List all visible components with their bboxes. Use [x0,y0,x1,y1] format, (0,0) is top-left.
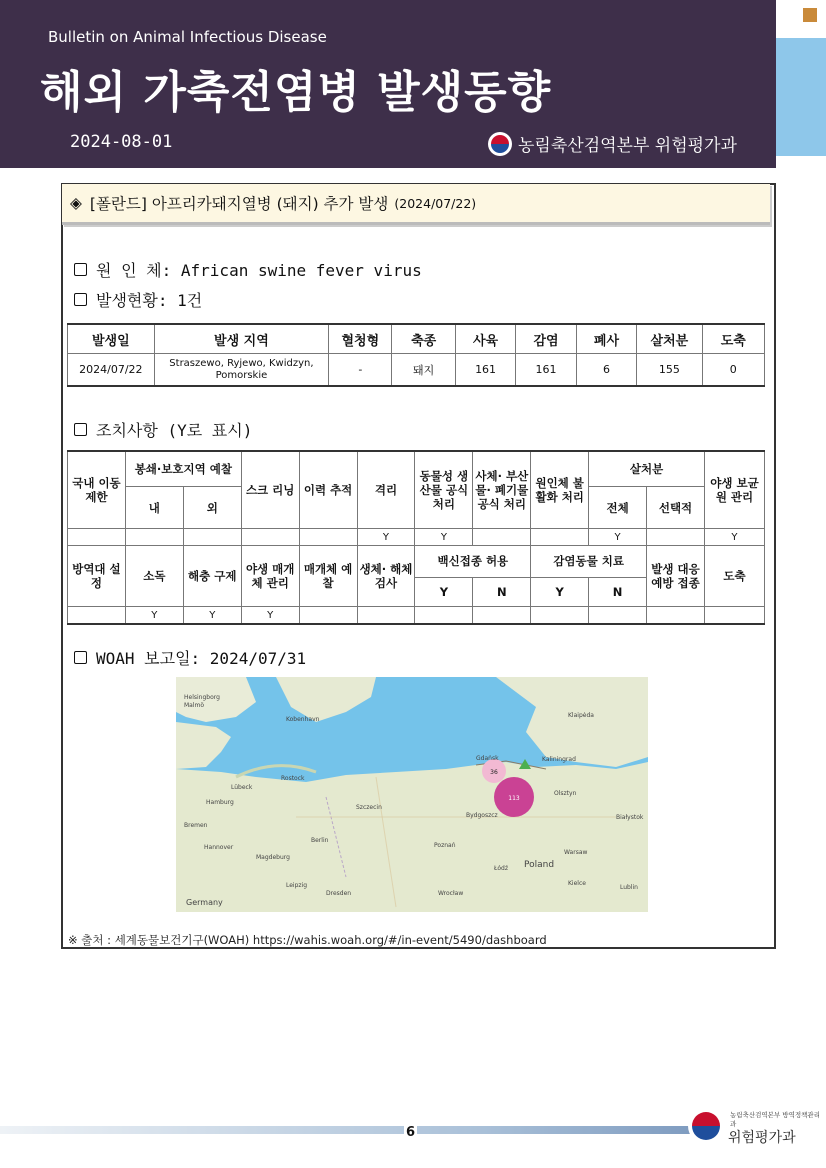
table-cell: Y [125,607,183,625]
column-header: 야생 매개체 관리 [241,546,299,607]
table-cell: 0 [702,354,764,387]
headline-text: [폴란드] 아프리카돼지열병 (돼지) 추가 발생 [89,195,389,213]
cluster-label: 113 [508,795,520,802]
table-cell: Y [704,529,764,546]
bulletin-subtitle: Bulletin on Animal Infectious Disease [48,28,327,46]
column-header: 동물성 생산물 공식 처리 [415,451,473,529]
table-cell: 161 [455,354,515,387]
map-label: Łódź [494,865,509,872]
table-header-row [68,546,765,578]
map-label: Bremen [184,822,208,829]
column-header: 도축 [704,546,764,607]
table-header-row [68,451,765,487]
map-label: Klaipėda [568,712,594,719]
table-row [68,354,765,387]
column-header: 이력 추적 [299,451,357,529]
column-header: 축종 [392,324,455,354]
footer-org: 농림축산검역본부 방역정책관리과 [730,1111,820,1128]
map-label: Dresden [326,890,352,897]
measures-line [74,418,252,441]
column-header: 격리 [357,451,415,529]
column-header: 선택적 [647,487,705,529]
map-label: Poland [524,860,555,870]
accent-bar [776,38,826,156]
map-label: Hamburg [206,799,234,806]
taegeuk-logo-icon [688,1108,724,1144]
map-label: Kobenhavn [286,716,320,723]
column-header: 사체· 부산물· 폐기물 공식 처리 [473,451,531,529]
table-cell: 155 [637,354,702,387]
column-header: 전체 [589,487,647,529]
table-cell [473,529,531,546]
table-cell: 2024/07/22 [68,354,155,387]
map-label: Bydgoszcz [466,812,498,819]
table-cell [415,607,473,625]
table-cell [357,607,415,625]
table-cell [125,529,183,546]
table-cell [589,607,647,625]
column-header: 해충 구제 [183,546,241,607]
checkbox-icon [74,293,87,306]
map-label: Malmö [184,702,205,709]
map-svg [176,677,648,912]
page-title: 해외 가축전염병 발생동향 [40,67,552,118]
column-header: N [473,577,531,606]
column-header: 소독 [125,546,183,607]
table-cell [68,529,126,546]
table-cell: Y [589,529,647,546]
source-note: ※ 출처 : 세계동물보건기구(WOAH) https://wahis.woah.org/#/in-event/5490/dashboard [68,933,547,947]
map-label: Olsztyn [554,790,577,797]
header-banner [0,0,776,168]
table-cell: Straszewo, Ryjewo, Kwidzyn, Pomorskie [154,354,328,387]
column-header: 사육 [455,324,515,354]
map-label: Poznań [434,842,456,849]
accent-square [803,8,817,22]
map-label: Rostock [281,775,305,782]
woah-line [74,646,306,669]
checkbox-icon [74,651,87,664]
table-cell [299,529,357,546]
column-header: 스크 리닝 [241,451,299,529]
outbreak-table [67,323,765,387]
map-label: Germany [186,898,223,907]
map-label: Lublin [620,884,638,891]
headline-date: (2024/07/22) [394,195,477,211]
column-header: 감염동물 치료 [531,546,647,578]
column-header: 발생 대응 예방 접종 [647,546,705,607]
pathogen-line [74,258,422,281]
table-cell: Y [357,529,415,546]
table-cell [183,529,241,546]
report-headline [62,184,770,225]
table-cell: 돼지 [392,354,455,387]
map-label: Białystok [616,814,644,821]
column-header: N [589,577,647,606]
column-header: 감염 [516,324,576,354]
column-header: Y [531,577,589,606]
map-label: Hannover [204,844,234,851]
measures-label: 조치사항 (Y로 표시) [96,421,253,440]
column-header: 발생 지역 [154,324,328,354]
column-header: 국내 이동 제한 [68,451,126,529]
column-header: 생체· 해체 검사 [357,546,415,607]
table-cell: Y [183,607,241,625]
map-label: Magdeburg [256,854,290,861]
table-cell: 161 [516,354,576,387]
map-label: Warsaw [564,849,588,856]
map-label: Helsingborg [184,694,220,701]
column-header: 원인체 불활화 처리 [531,451,589,529]
table-cell [647,529,705,546]
table-row [68,529,765,546]
status-label: 발생현황: 1건 [96,291,203,310]
column-header: 야생 보균원 관리 [704,451,764,529]
map-label: Szczecin [356,804,382,811]
table-cell [531,607,589,625]
table-cell: Y [241,607,299,625]
column-header: 백신접종 허용 [415,546,531,578]
column-header: Y [415,577,473,606]
table-cell [473,607,531,625]
table-header-row [68,324,765,354]
column-header: 혈청형 [329,324,392,354]
headline-symbol: ◈ [70,194,82,212]
woah-label: WOAH 보고일: 2024/07/31 [96,649,307,668]
table-row [68,607,765,625]
map-label: Gdańsk [476,755,499,762]
column-header: 외 [183,487,241,529]
column-header: 살처분 [637,324,702,354]
map-label: Lübeck [231,784,253,791]
column-header: 내 [125,487,183,529]
table-cell: Y [415,529,473,546]
column-header: 폐사 [576,324,636,354]
map-label: Kaliningrad [542,756,576,763]
table-cell [704,607,764,625]
column-header: 살처분 [589,451,705,487]
agency-label: 농림축산검역본부 위험평가과 [518,136,737,156]
map-label: Kielce [568,880,586,887]
column-header: 봉쇄·보호지역 예찰 [125,451,241,487]
column-header: 발생일 [68,324,155,354]
table-cell [299,607,357,625]
checkbox-icon [74,423,87,436]
table-cell: 6 [576,354,636,387]
column-header: 도축 [702,324,764,354]
measures-table [67,450,765,625]
map-label: Berlin [311,837,329,844]
column-header: 매개체 예찰 [299,546,357,607]
map-label: Wrocław [438,890,464,897]
column-header: 방역대 설정 [68,546,126,607]
checkbox-icon [74,263,87,276]
agency-name [488,131,737,156]
outbreak-map [176,677,648,912]
footer-team: 위험평가과 [728,1130,796,1146]
table-cell [68,607,126,625]
table-cell [531,529,589,546]
footer-line [0,1126,690,1134]
issue-date: 2024-08-01 [70,132,173,152]
map-label: Leipzig [286,882,308,889]
taegeuk-logo-icon [488,132,512,156]
status-line [74,288,202,311]
page-number: 6 [406,1125,416,1140]
pathogen-label: 원 인 체: African swine fever virus [96,261,422,280]
table-cell: - [329,354,392,387]
table-cell [241,529,299,546]
table-cell [647,607,705,625]
cluster-label: 36 [490,769,498,776]
